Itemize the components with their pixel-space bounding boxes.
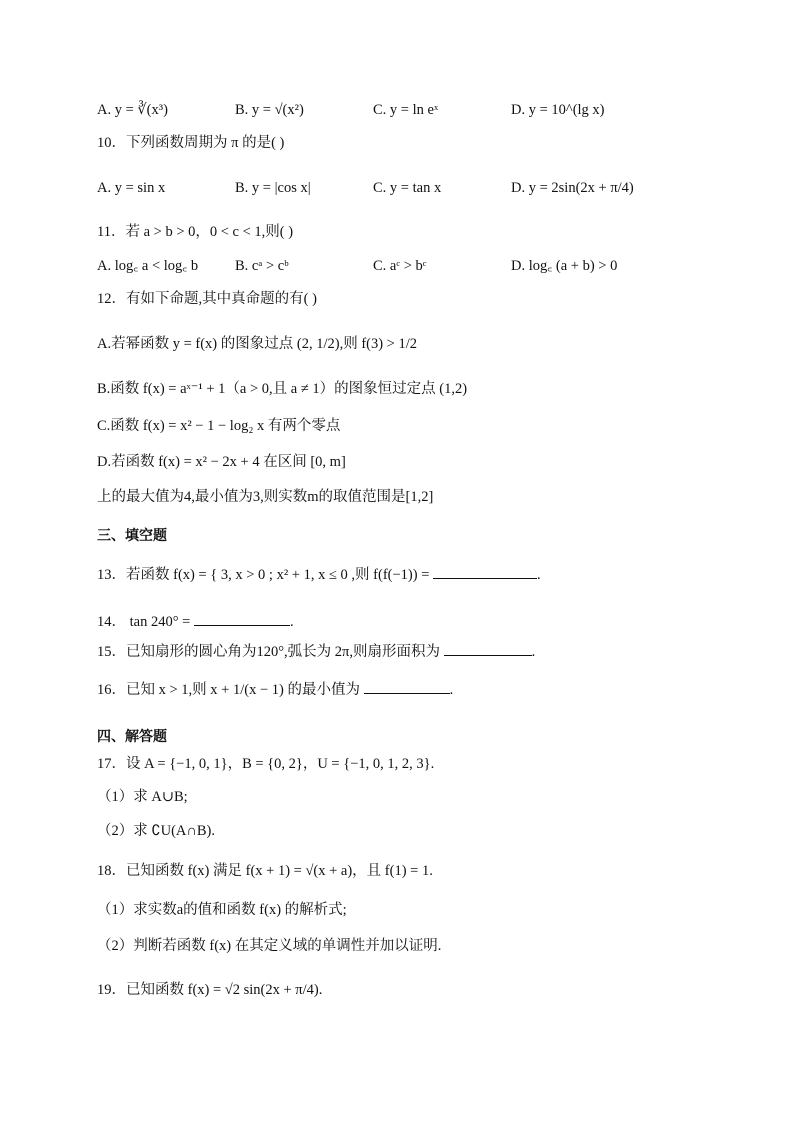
- q10-stem: 10．下列函数周期为 π 的是( ): [97, 135, 285, 151]
- q15-text: 15．已知扇形的圆心角为120°,弧长为 2π,则扇形面积为: [97, 644, 440, 660]
- q11-stem: 11．若 a > b > 0，0 < c < 1,则( ): [97, 224, 294, 240]
- q15-suffix: .: [531, 644, 536, 660]
- q12-stem: 12．有如下命题,其中真命题的有( ): [97, 291, 317, 307]
- q11-option-b: B. cᵃ > cᵇ: [235, 258, 289, 274]
- q16-text: 16．已知 x > 1,则 x + 1/(x − 1) 的最小值为: [97, 682, 360, 698]
- q12-option-c: C.函数 f(x) = x² − 1 − log₂ x 有两个零点: [97, 418, 341, 434]
- q17-stem: 17．设 A = {−1, 0, 1}，B = {0, 2}，U = {−1, 0, 1, 2, 3}.: [97, 756, 435, 772]
- q18-part-1: （1）求实数a的值和函数 f(x) 的解析式;: [97, 902, 347, 918]
- answer-blank[interactable]: [444, 641, 532, 656]
- q12-option-d: D.若函数 f(x) = x² − 2x + 4 在区间 [0, m]: [97, 454, 346, 470]
- q11-option-c: C. aᶜ > bᶜ: [373, 258, 427, 274]
- q9-option-b: B. y = √(x²): [235, 102, 304, 118]
- answer-blank[interactable]: [433, 564, 537, 579]
- q15: [97, 641, 535, 662]
- section-heading-solutions: 四、解答题: [97, 729, 167, 745]
- q12-option-b: B.函数 f(x) = aˣ⁻¹ + 1（a > 0,且 a ≠ 1）的图象恒过定点 (1,2): [97, 381, 468, 397]
- q12-option-d-cont: 上的最大值为4,最小值为3,则实数m的取值范围是[1,2]: [97, 489, 434, 505]
- q13-text: 13．若函数 f(x) = { 3, x > 0 ; x² + 1, x ≤ 0 ,则 f(f(−1)) =: [97, 567, 430, 583]
- q11-option-d: D. log꜀ (a + b) > 0: [511, 258, 618, 274]
- q9-option-c: C. y = ln eˣ: [373, 102, 439, 118]
- q12-option-a: A.若幂函数 y = f(x) 的图象过点 (2, 1/2),则 f(3) > 1/2: [97, 336, 418, 352]
- q16: [97, 679, 453, 700]
- section-heading-fill-in: 三、填空题: [97, 528, 167, 544]
- answer-blank[interactable]: [194, 611, 290, 626]
- q19-stem: 19．已知函数 f(x) = √2 sin(2x + π/4).: [97, 982, 323, 998]
- q10-option-a: A. y = sin x: [97, 180, 166, 196]
- q10-option-d: D. y = 2sin(2x + π/4): [511, 180, 634, 196]
- q9-option-a: A. y = ∛(x³): [97, 102, 168, 118]
- q10-option-b: B. y = |cos x|: [235, 180, 311, 196]
- q13-suffix: .: [537, 567, 541, 583]
- q17-part-1: （1）求 A∪B;: [97, 789, 188, 805]
- q11-option-a: A. log꜀ a < log꜀ b: [97, 258, 199, 274]
- q17-part-2: （2）求 ∁U(A∩B).: [97, 823, 215, 839]
- q18-stem: 18．已知函数 f(x) 满足 f(x + 1) = √(x + a)，且 f(1) = 1.: [97, 863, 433, 879]
- q14-text: 14． tan 240° =: [97, 614, 191, 630]
- q16-suffix: .: [449, 682, 454, 698]
- q9-option-d: D. y = 10^(lg x): [511, 102, 605, 118]
- q13: [97, 564, 541, 585]
- q14: [97, 611, 294, 632]
- q14-suffix: .: [289, 614, 294, 630]
- q18-part-2: （2）判断若函数 f(x) 在其定义域的单调性并加以证明.: [97, 938, 442, 954]
- q10-option-c: C. y = tan x: [373, 180, 442, 196]
- answer-blank[interactable]: [364, 679, 450, 694]
